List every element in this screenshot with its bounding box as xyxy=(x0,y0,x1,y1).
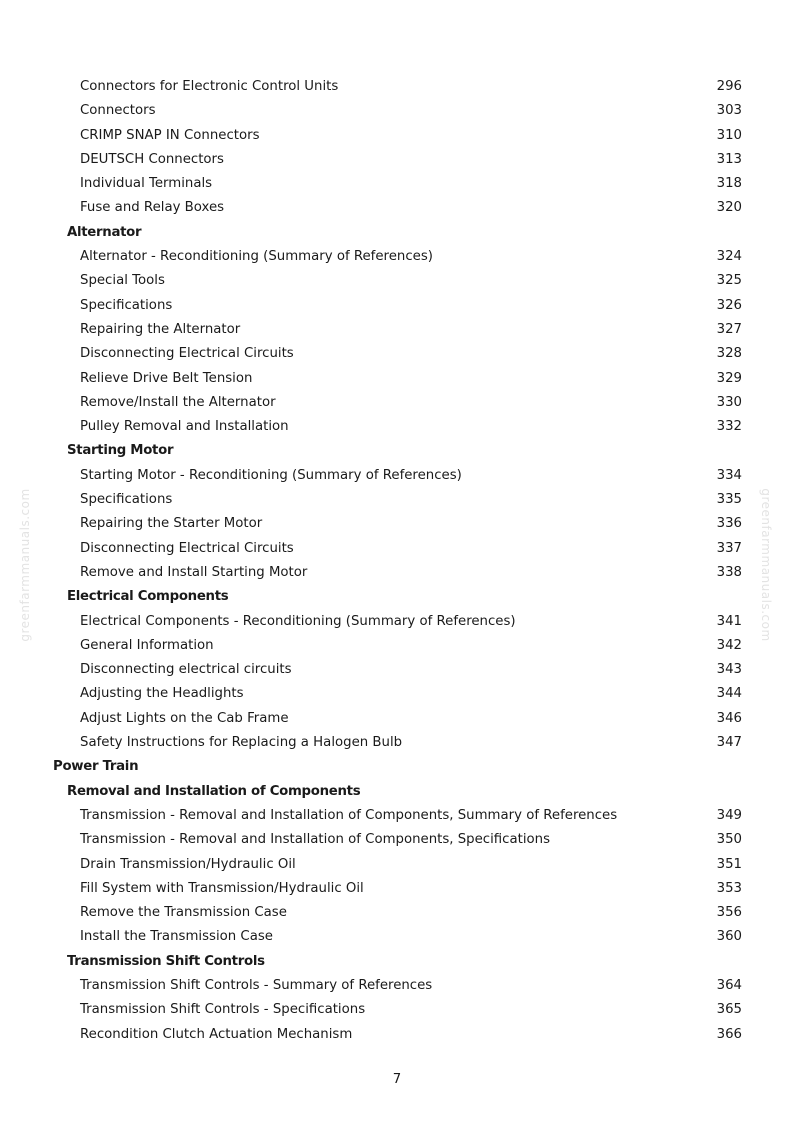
toc-entry[interactable] xyxy=(0,75,794,99)
toc-entry[interactable] xyxy=(0,634,794,658)
toc-entry-title: Remove/Install the Alternator xyxy=(80,394,276,410)
toc-entry-title: Connectors xyxy=(80,103,156,119)
toc-entry-title: Safety Instructions for Replacing a Halogen Bulb xyxy=(80,735,403,751)
toc-entry-title: Recondition Clutch Actuation Mechanism xyxy=(80,1026,353,1042)
toc-entry-title: Removal and Installation of Components xyxy=(67,783,361,799)
toc-section-heading xyxy=(0,950,794,974)
toc-entry-title: Special Tools xyxy=(80,273,165,289)
toc-entry[interactable] xyxy=(0,901,794,925)
toc-entry[interactable] xyxy=(0,342,794,366)
toc-entry-title: Disconnecting electrical circuits xyxy=(80,662,292,678)
toc-entry[interactable] xyxy=(0,196,794,220)
toc-entry[interactable] xyxy=(0,707,794,731)
toc-section-heading xyxy=(0,780,794,804)
toc-entry-title: Disconnecting Electrical Circuits xyxy=(80,540,294,556)
toc-entry-title: Remove and Install Starting Motor xyxy=(80,564,308,580)
toc-entry-title: Individual Terminals xyxy=(80,176,213,192)
toc-entry-title: Transmission Shift Controls xyxy=(67,953,265,969)
toc-entry-page-number: 310 xyxy=(716,127,742,143)
toc-entry[interactable] xyxy=(0,974,794,998)
toc-entry-title: Transmission - Removal and Installation of Components, Specifications xyxy=(80,832,551,848)
toc-entry-page-number: 360 xyxy=(716,929,742,945)
toc-entry-page-number: 350 xyxy=(716,832,742,848)
toc-entry[interactable] xyxy=(0,877,794,901)
toc-entry-page-number: 366 xyxy=(716,1026,742,1042)
toc-entry-page-number: 353 xyxy=(716,880,742,896)
toc-entry-title: Connectors for Electronic Control Units xyxy=(80,79,339,94)
toc-entry-title: Relieve Drive Belt Tension xyxy=(80,370,253,386)
toc-entry[interactable] xyxy=(0,658,794,682)
toc-entry[interactable] xyxy=(0,804,794,828)
page-number: 7 xyxy=(392,1072,402,1087)
toc-entry[interactable] xyxy=(0,269,794,293)
toc-entry[interactable] xyxy=(0,99,794,123)
toc-section-heading xyxy=(0,585,794,609)
toc-entry[interactable] xyxy=(0,828,794,852)
toc-entry[interactable] xyxy=(0,682,794,706)
toc-entry[interactable] xyxy=(0,488,794,512)
toc-entry-title: Starting Motor xyxy=(67,443,174,459)
toc-entry-title: Transmission - Removal and Installation of Components, Summary of References xyxy=(80,807,618,823)
toc-entry-page-number: 335 xyxy=(716,492,742,508)
toc-entry[interactable] xyxy=(0,415,794,439)
toc-entry[interactable] xyxy=(0,561,794,585)
toc-section-heading xyxy=(0,439,794,463)
toc-entry-page-number: 326 xyxy=(716,297,742,313)
toc-entry[interactable] xyxy=(0,367,794,391)
watermark-right: greenfarmmanuals.com xyxy=(759,488,773,642)
watermark-left: greenfarmmanuals.com xyxy=(18,488,32,642)
toc-entry-title: Alternator xyxy=(67,224,142,240)
toc-entry[interactable] xyxy=(0,294,794,318)
toc-entry-page-number: 341 xyxy=(716,613,742,629)
toc-section-heading xyxy=(0,755,794,779)
toc-entry[interactable] xyxy=(0,853,794,877)
toc-entry-page-number: 328 xyxy=(716,346,742,362)
toc-entry-page-number: 303 xyxy=(716,103,742,119)
toc-entry-page-number: 343 xyxy=(716,662,742,678)
toc-entry[interactable] xyxy=(0,1023,794,1047)
toc-entry-page-number: 342 xyxy=(716,637,742,653)
toc-entry-title: Disconnecting Electrical Circuits xyxy=(80,346,294,362)
toc-entry[interactable] xyxy=(0,391,794,415)
toc-entry-title: Pulley Removal and Installation xyxy=(80,419,289,435)
toc-entry-page-number: 313 xyxy=(716,151,742,167)
toc-entry-page-number: 336 xyxy=(716,516,742,532)
toc-entry[interactable] xyxy=(0,512,794,536)
toc-entry-title: DEUTSCH Connectors xyxy=(80,151,224,167)
toc-entry[interactable] xyxy=(0,925,794,949)
toc-entry-page-number: 349 xyxy=(716,807,742,823)
toc-entry-page-number: 330 xyxy=(716,394,742,410)
toc-entry-title: Power Train xyxy=(53,759,139,775)
toc-entry-page-number: 320 xyxy=(716,200,742,216)
toc-entry[interactable] xyxy=(0,148,794,172)
toc-entry-title: Adjust Lights on the Cab Frame xyxy=(80,710,289,726)
toc-entry-title: Repairing the Starter Motor xyxy=(80,516,263,532)
toc-section-heading xyxy=(0,221,794,245)
toc-entry[interactable] xyxy=(0,998,794,1022)
toc-entry-title: Starting Motor - Reconditioning (Summary of References) xyxy=(80,467,462,483)
toc-entry[interactable] xyxy=(0,731,794,755)
toc-entry-title: General Information xyxy=(80,637,214,653)
toc-entry[interactable] xyxy=(0,464,794,488)
toc-entry-page-number: 327 xyxy=(716,321,742,337)
toc-entry[interactable] xyxy=(0,610,794,634)
toc-entry-page-number: 338 xyxy=(716,564,742,580)
toc-entry-title: Electrical Components - Reconditioning (Summary of References) xyxy=(80,613,516,629)
toc-entry-page-number: 325 xyxy=(716,273,742,289)
toc-entry[interactable] xyxy=(0,318,794,342)
toc-entry-page-number: 334 xyxy=(716,467,742,483)
toc-entry[interactable] xyxy=(0,245,794,269)
toc-entry-page-number: 364 xyxy=(716,977,742,993)
toc-entry-page-number: 344 xyxy=(716,686,742,702)
toc-entry-title: Drain Transmission/Hydraulic Oil xyxy=(80,856,296,872)
toc-entry-page-number: 318 xyxy=(716,176,742,192)
toc-entry-page-number: 347 xyxy=(716,735,742,751)
toc-entry-title: Alternator - Reconditioning (Summary of References) xyxy=(80,249,433,265)
toc-entry-title: Fuse and Relay Boxes xyxy=(80,200,225,216)
toc-entry-page-number: 337 xyxy=(716,540,742,556)
toc-entry-page-number: 365 xyxy=(716,1002,742,1018)
toc-entry-title: Fill System with Transmission/Hydraulic Oil xyxy=(80,880,364,896)
toc-entry-title: Transmission Shift Controls - Specifications xyxy=(80,1002,366,1018)
toc-entry-title: Transmission Shift Controls - Summary of References xyxy=(80,977,433,993)
toc-entry-title: CRIMP SNAP IN Connectors xyxy=(80,127,260,143)
toc-entry-page-number: 296 xyxy=(716,79,742,94)
toc-entry[interactable] xyxy=(0,124,794,148)
toc-entry-page-number: 324 xyxy=(716,249,742,265)
toc-entry[interactable] xyxy=(0,537,794,561)
toc-entry[interactable] xyxy=(0,172,794,196)
toc-entry-page-number: 356 xyxy=(716,905,742,921)
toc-entry-title: Adjusting the Headlights xyxy=(80,686,244,702)
toc-entry-title: Specifications xyxy=(80,297,173,313)
toc-entry-page-number: 332 xyxy=(716,419,742,435)
toc-entry-page-number: 329 xyxy=(716,370,742,386)
toc-entry-title: Remove the Transmission Case xyxy=(80,905,287,921)
toc-entry-title: Electrical Components xyxy=(67,589,229,605)
table-of-contents xyxy=(0,75,794,1047)
toc-entry-title: Repairing the Alternator xyxy=(80,321,241,337)
toc-entry-title: Specifications xyxy=(80,492,173,508)
toc-entry-page-number: 351 xyxy=(716,856,742,872)
toc-entry-title: Install the Transmission Case xyxy=(80,929,273,945)
toc-entry-page-number: 346 xyxy=(716,710,742,726)
